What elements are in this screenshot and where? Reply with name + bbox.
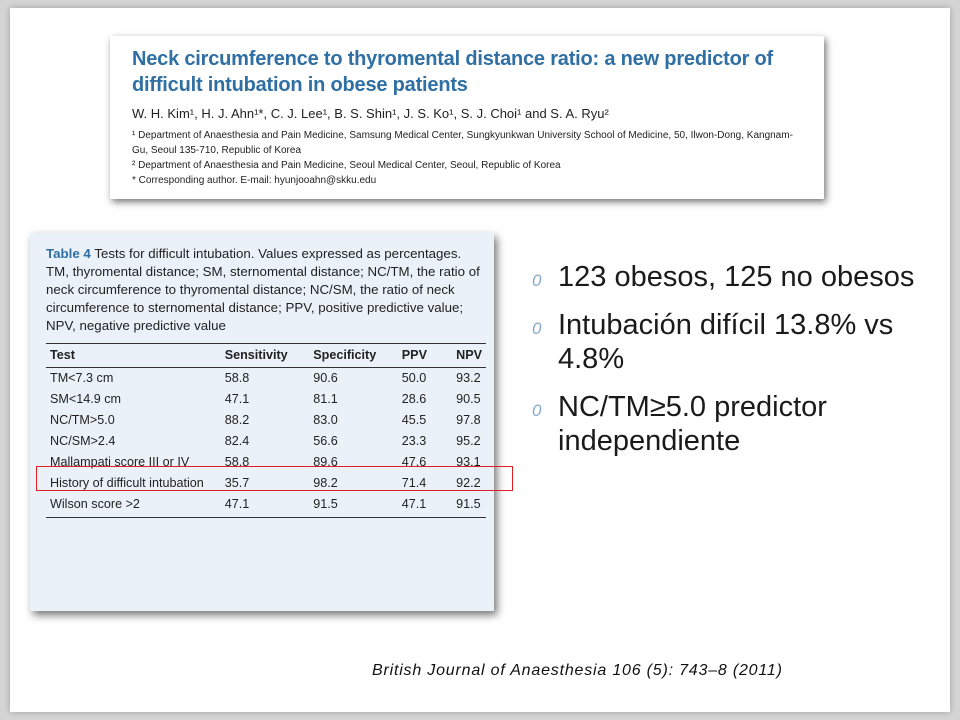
slide	[10, 8, 950, 712]
table-caption	[46, 245, 485, 335]
cell-npv: 93.1	[456, 455, 481, 469]
cell-test: Wilson score >2	[46, 494, 221, 518]
corresponding-author: * Corresponding author. E-mail: hyunjooahn@skku.edu	[132, 175, 377, 186]
table-row	[46, 368, 486, 390]
cell-ppv: 23.3	[401, 434, 427, 448]
bullet-item	[528, 260, 928, 294]
col-header-specificity: Specificity	[309, 344, 398, 368]
col-header-ppv: PPV	[398, 344, 452, 368]
cell-sensitivity: 88.2	[224, 413, 250, 427]
cell-npv: 93.2	[456, 371, 481, 385]
bullet-text: Intubación difícil 13.8% vs 4.8%	[558, 309, 894, 375]
table-image	[30, 233, 494, 611]
paper-title: Neck circumference to thyromental distance ratio: a new predictor of difficult intubation in obese patients	[132, 48, 774, 96]
table-row	[46, 389, 486, 410]
bullet-marker: 0	[532, 319, 542, 338]
cell-ppv: 71.4	[401, 476, 427, 490]
cell-specificity: 56.6	[313, 434, 338, 448]
affiliation-1: ¹ Department of Anaesthesia and Pain Medicine, Samsung Medical Center, Sungkyunkwan University School of Medicine, 50, Ilwon-Dong, Kangnam-Gu, Seoul 135-710, Republic of Korea	[132, 130, 793, 156]
cell-ppv: 47.6	[401, 455, 427, 469]
citation: British Journal of Anaesthesia 106 (5): 743–8 (2011)	[372, 662, 783, 679]
cell-specificity: 91.5	[309, 494, 398, 518]
cell-test: History of difficult intubation	[50, 476, 204, 490]
cell-test: TM<7.3 cm	[50, 371, 114, 385]
cell-ppv: 47.1	[398, 494, 452, 518]
cell-specificity: 89.6	[313, 455, 338, 469]
highlight-box	[36, 466, 513, 491]
table-header-row	[46, 344, 486, 368]
cell-ppv: 45.5	[401, 413, 427, 427]
paper-authors: W. H. Kim¹, H. J. Ahn¹*, C. J. Lee¹, B. S. Shin¹, J. S. Ko¹, S. J. Choi¹ and S. A. Ryu²	[132, 106, 609, 121]
cell-sensitivity: 35.7	[224, 476, 250, 490]
affiliation-2: ² Department of Anaesthesia and Pain Medicine, Seoul Medical Center, Seoul, Republic of Korea	[132, 160, 561, 171]
cell-sensitivity: 58.8	[224, 371, 250, 385]
cell-test: NC/TM>5.0	[50, 413, 115, 427]
cell-specificity: 81.1	[313, 392, 338, 406]
cell-test: NC/SM>2.4	[50, 434, 116, 448]
cell-specificity: 98.2	[313, 476, 338, 490]
bullet-list	[528, 260, 928, 472]
paper-header-image	[110, 36, 824, 199]
cell-specificity: 83.0	[313, 413, 338, 427]
table-caption-text: Tests for difficult intubation. Values expressed as percentages. TM, thyromental distance; SM, sternomental distance; NC/TM, the ratio of neck circumference to thyromental distance; NC/SM, the ratio of neck circumference to sternomental distance; PPV, positive predictive value; NPV, negative predictive value	[46, 246, 480, 333]
table-row	[46, 410, 486, 431]
tests-table	[46, 343, 486, 518]
cell-ppv: 50.0	[401, 371, 427, 385]
bullet-text: NC/TM≥5.0 predictor independiente	[558, 391, 827, 457]
col-header-npv: NPV	[452, 344, 486, 368]
cell-npv: 91.5	[452, 494, 486, 518]
bullet-marker: 0	[532, 271, 542, 290]
cell-specificity: 90.6	[313, 371, 338, 385]
bullet-marker: 0	[532, 401, 542, 420]
cell-sensitivity: 47.1	[224, 392, 250, 406]
table-row	[46, 494, 486, 518]
bullet-text: 123 obesos, 125 no obesos	[558, 261, 915, 293]
cell-npv: 90.5	[456, 392, 481, 406]
cell-test: SM<14.9 cm	[50, 392, 122, 406]
bullet-item	[528, 308, 928, 376]
cell-sensitivity: 58.8	[224, 455, 250, 469]
cell-sensitivity: 82.4	[224, 434, 250, 448]
cell-sensitivity: 47.1	[221, 494, 310, 518]
col-header-sensitivity: Sensitivity	[221, 344, 310, 368]
cell-npv: 95.2	[456, 434, 481, 448]
table-label: Table 4	[46, 246, 91, 261]
cell-test: Mallampati score III or IV	[50, 455, 190, 469]
table-row	[46, 431, 486, 452]
cell-ppv: 28.6	[401, 392, 427, 406]
col-header-test: Test	[46, 344, 221, 368]
cell-npv: 92.2	[456, 476, 481, 490]
cell-npv: 97.8	[456, 413, 481, 427]
bullet-item	[528, 390, 928, 458]
